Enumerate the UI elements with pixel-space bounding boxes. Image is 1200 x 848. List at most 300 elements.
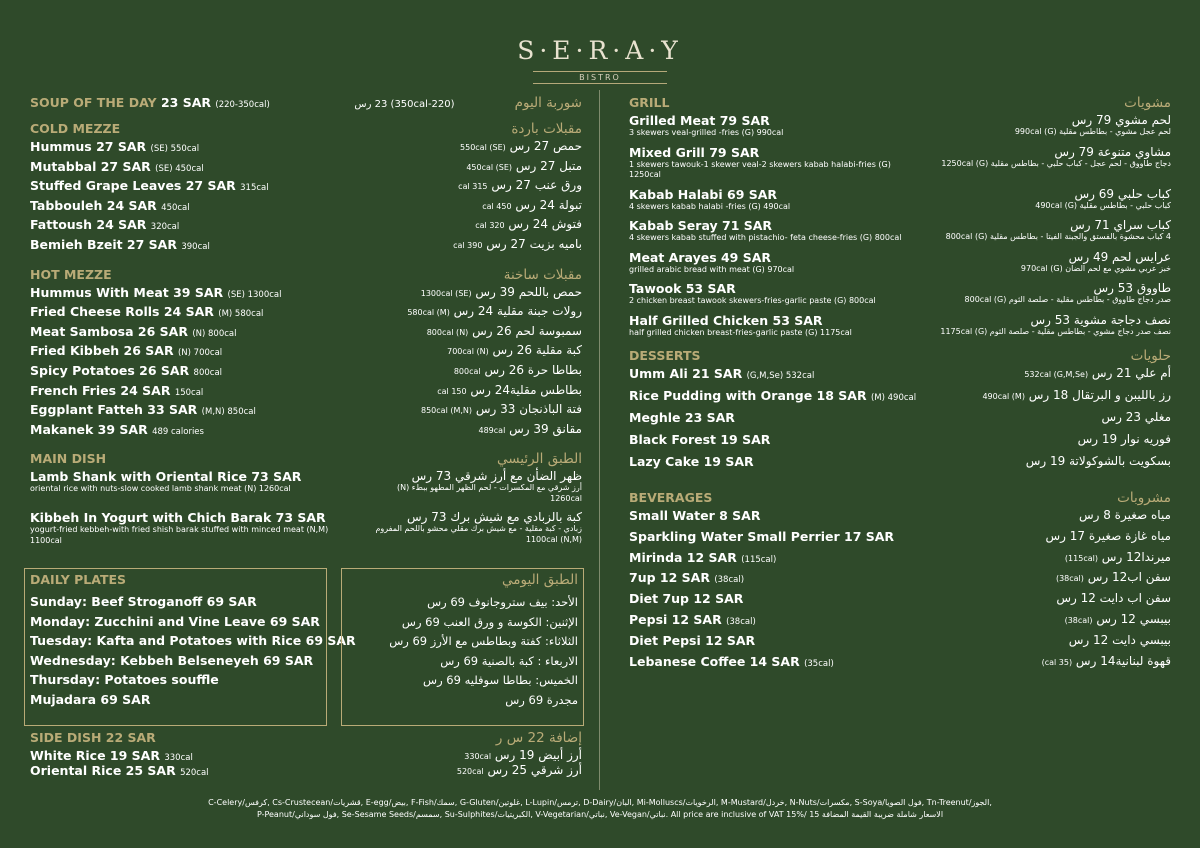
item-calories: (38cal) bbox=[726, 616, 756, 627]
grill-item-desc: 4 skewers kabab halabi -fries (G) 490cal bbox=[629, 201, 791, 211]
grill-item-label-ar: لحم مشوي 79 رس bbox=[1071, 113, 1171, 127]
menu-item-row bbox=[30, 763, 582, 778]
item-name-en bbox=[30, 139, 199, 154]
column-divider bbox=[599, 90, 600, 790]
item-name-en bbox=[629, 432, 770, 447]
daily-plate-line: الإثنين: الكوسة و ورق العنب 69 رس bbox=[401, 614, 578, 629]
soup-section-header bbox=[30, 95, 582, 111]
item-name-en bbox=[30, 285, 281, 300]
grill-item-ar bbox=[926, 113, 1171, 138]
item-name-en bbox=[629, 654, 834, 669]
menu-item-row bbox=[30, 139, 582, 159]
daily-plate-line: Wednesday: Kebbeh Belseneyeh 69 SAR bbox=[30, 652, 314, 668]
item-name-en bbox=[30, 402, 256, 417]
menu-item-row bbox=[629, 570, 1171, 591]
item-name-en bbox=[629, 612, 756, 627]
grill-item bbox=[629, 281, 1171, 307]
soup-title-ar-text: شوربة اليوم bbox=[514, 95, 582, 111]
menu-item-row bbox=[30, 198, 582, 218]
item-name-ar bbox=[475, 217, 582, 231]
grill-header bbox=[629, 95, 1171, 111]
item-label-ar: مغلي 23 رس bbox=[1101, 410, 1171, 424]
grill-title: GRILL bbox=[629, 95, 670, 110]
item-label-ar: سفن اب دايت 12 رس bbox=[1056, 591, 1171, 606]
item-name-en bbox=[30, 178, 269, 193]
main-dish-ar bbox=[372, 510, 582, 545]
menu-item-row bbox=[629, 591, 1171, 612]
desserts-list bbox=[629, 366, 1171, 476]
item-calories-ar: (SE) 1300cal bbox=[420, 288, 472, 298]
soup-title-ar bbox=[354, 95, 582, 111]
menu-item-row bbox=[629, 454, 1171, 476]
main-dish-desc-ar: أرز شرقي مع المكسرات - لحم الظهر المطهو ببطء (N) 1260cal bbox=[396, 483, 582, 503]
item-name-en bbox=[629, 570, 744, 585]
item-label: 7up 12 SAR bbox=[629, 570, 710, 586]
hot-mezze-header bbox=[30, 267, 582, 283]
grill-item-label-ar: نصف دجاجة مشوية 53 رس bbox=[1030, 312, 1171, 327]
main-dish-desc: yogurt-fried kebbeh-with fried shish barak stuffed with minced meat (N,M) 1100cal bbox=[30, 525, 329, 545]
grill-item-ar bbox=[926, 313, 1171, 338]
item-calories: (35cal) bbox=[804, 658, 834, 669]
menu-item-row bbox=[30, 159, 582, 179]
side-dish-title: SIDE DISH 22 SAR bbox=[30, 730, 156, 745]
item-calories: 390cal bbox=[181, 241, 210, 252]
item-label: Diet Pepsi 12 SAR bbox=[629, 632, 756, 648]
menu-item-row bbox=[629, 654, 1171, 675]
item-label-ar: تبولة 24 رس bbox=[515, 197, 582, 212]
main-dish-en bbox=[30, 510, 330, 546]
item-label: Lazy Cake 19 SAR bbox=[629, 454, 754, 469]
cold-mezze-title: COLD MEZZE bbox=[30, 121, 121, 136]
grill-item-label: Grilled Meat 79 SAR bbox=[629, 113, 770, 128]
item-name-en bbox=[30, 159, 204, 174]
item-name-ar bbox=[1065, 550, 1171, 564]
item-name-ar bbox=[437, 383, 582, 397]
item-label-ar: سفن اب12 رس bbox=[1087, 570, 1171, 585]
item-name-ar bbox=[421, 402, 582, 416]
item-label: French Fries 24 SAR bbox=[30, 382, 171, 398]
item-label: Diet 7up 12 SAR bbox=[629, 591, 744, 607]
daily-plate-line: مجدرة 69 رس bbox=[505, 692, 578, 707]
item-name-ar bbox=[1042, 654, 1171, 668]
item-name-en bbox=[30, 324, 236, 339]
side-dish-header bbox=[30, 730, 582, 746]
menu-item-row bbox=[629, 633, 1171, 654]
grill-item-label: Kabab Halabi 69 SAR bbox=[629, 186, 778, 202]
grill-item-label-ar: طاووق 53 رس bbox=[1093, 281, 1171, 295]
item-name-ar bbox=[421, 285, 582, 299]
allergen-footer bbox=[0, 797, 1200, 821]
main-dish-label: Lamb Shank with Oriental Rice 73 SAR bbox=[30, 469, 302, 485]
item-name-en bbox=[30, 198, 190, 213]
item-name-ar bbox=[457, 763, 582, 777]
main-dish-row bbox=[30, 469, 582, 504]
menu-item-row bbox=[629, 529, 1171, 550]
grill-item-ar bbox=[926, 145, 1171, 170]
item-name-en bbox=[629, 508, 760, 523]
cold-mezze-header bbox=[30, 121, 582, 137]
item-name-en bbox=[629, 410, 735, 425]
item-calories: (115cal) bbox=[741, 554, 777, 565]
item-label: Makanek 39 SAR bbox=[30, 421, 148, 437]
item-calories: (N) 700cal bbox=[177, 348, 223, 359]
item-label: Fried Kibbeh 26 SAR bbox=[30, 343, 174, 359]
item-name-en bbox=[30, 343, 222, 358]
grill-item-ar bbox=[926, 281, 1171, 306]
daily-plate-line: Thursday: Potatoes souffle bbox=[30, 672, 219, 687]
main-dish-title-ar: الطبق الرئيسي bbox=[496, 451, 582, 468]
item-label: Small Water 8 SAR bbox=[629, 508, 761, 523]
item-calories-ar: 390 cal bbox=[453, 240, 483, 250]
item-calories-ar: 320 cal bbox=[475, 221, 505, 231]
main-dish-header bbox=[30, 451, 582, 467]
item-label: Spicy Potatoes 26 SAR bbox=[30, 362, 190, 378]
grill-item-en bbox=[629, 218, 914, 244]
menu-item-row bbox=[30, 285, 582, 305]
menu-item-row bbox=[30, 178, 582, 198]
item-calories-ar: 450 cal bbox=[482, 201, 512, 211]
hot-mezze-list bbox=[30, 285, 582, 442]
menu-item-row bbox=[30, 217, 582, 237]
item-name-ar bbox=[466, 159, 582, 173]
beverages-title: BEVERAGES bbox=[629, 490, 713, 505]
grill-item-label-ar: مشاوي متنوعة 79 رس bbox=[1054, 144, 1171, 159]
grill-item-label: Mixed Grill 79 SAR bbox=[629, 144, 760, 160]
item-calories-ar: (M) 490cal bbox=[982, 392, 1025, 401]
item-label: Lebanese Coffee 14 SAR bbox=[629, 653, 800, 669]
grill-item-desc: grilled arabic bread with meat (G) 970cal bbox=[629, 264, 795, 274]
daily-plate-line: الاربعاء : كبة بالصنية 69 رس bbox=[440, 653, 578, 668]
daily-plates-list bbox=[30, 594, 356, 711]
item-label-ar: مياه صغيرة 8 رس bbox=[1078, 508, 1171, 522]
item-label: Fattoush 24 SAR bbox=[30, 217, 147, 233]
item-name-ar bbox=[1056, 591, 1171, 605]
hot-mezze-title-ar: مقبلات ساخنة bbox=[503, 266, 582, 283]
grill-item-desc: 1 skewers tawouk-1 skewer veal-2 skewers kabab halabi-fries (G) 1250cal bbox=[629, 159, 891, 179]
grill-item-desc: 2 chicken breast tawook skewers-fries-garlic paste (G) 800cal bbox=[629, 296, 876, 305]
grill-item bbox=[629, 313, 1171, 339]
item-calories: 315cal bbox=[240, 183, 269, 194]
main-dish-label-ar: ظهر الضأن مع أرز شرقي 73 رس bbox=[411, 469, 582, 484]
main-dish-row bbox=[30, 510, 582, 546]
daily-plate-line: Tuesday: Kafta and Potatoes with Rice 69 SAR bbox=[30, 633, 356, 648]
menu-item-row bbox=[629, 612, 1171, 633]
grill-item-label: Half Grilled Chicken 53 SAR bbox=[629, 312, 823, 328]
item-calories: 150cal bbox=[174, 387, 204, 398]
item-name-ar bbox=[1079, 508, 1171, 522]
grill-item-label-ar: كباب حلبي 69 رس bbox=[1074, 186, 1171, 201]
footer-line-1: C-Celery/كرفس, Cs-Crustecean/قشريات, E-egg/بيض, F-Fish/سمك, G-Gluten/غلوتين, L-Lupin/ترمس, D-Dairy/البان, Mi-Molluscs/الرخويات, M-Mustard/خردل, N-Nuts/مكسرات, S-Soya/فول الصويا, Tn-Treenut/الجوز, bbox=[208, 798, 992, 807]
item-label: Mirinda 12 SAR bbox=[629, 549, 737, 565]
item-calories-ar: (38cal) bbox=[1055, 574, 1084, 584]
grill-item-en bbox=[629, 250, 914, 276]
item-name-ar bbox=[1026, 454, 1171, 468]
item-name-ar bbox=[1069, 633, 1171, 647]
left-column bbox=[30, 95, 582, 552]
main-dish-desc: oriental rice with nuts-slow cooked lamb shank meat (N) 1260cal bbox=[30, 484, 291, 494]
item-label: Hummus With Meat 39 SAR bbox=[30, 284, 224, 300]
main-dish-label: Kibbeh In Yogurt with Chich Barak 73 SAR bbox=[30, 510, 326, 526]
grill-item-label-ar: كباب سراي 71 رس bbox=[1070, 218, 1171, 232]
item-name-en bbox=[30, 363, 222, 378]
grill-item-label-ar: عرايس لحم 49 رس bbox=[1068, 249, 1171, 264]
item-calories-ar: 330cal bbox=[464, 752, 492, 761]
grill-item-ar bbox=[926, 218, 1171, 243]
item-label: Sparkling Water Small Perrier 17 SAR bbox=[629, 528, 895, 544]
item-calories-ar: (35 cal) bbox=[1041, 657, 1073, 667]
main-dish-title: MAIN DISH bbox=[30, 451, 107, 467]
grill-item-label: Tawook 53 SAR bbox=[629, 281, 736, 296]
item-name-en bbox=[629, 366, 814, 381]
item-calories: (G,M,Se) 532cal bbox=[746, 371, 815, 381]
item-calories-ar: (N) 700cal bbox=[447, 347, 489, 357]
grill-item-en bbox=[629, 113, 914, 139]
item-calories-ar: 489cal bbox=[478, 425, 506, 435]
item-label-ar: بطاطا حرة 26 رس bbox=[484, 362, 582, 377]
item-calories: 320cal bbox=[150, 222, 180, 233]
grill-item-label: Meat Arayes 49 SAR bbox=[629, 249, 772, 265]
grill-item-desc-ar: 4 كباب محشوة بالفستق والجبنة الفيتا - بطاطس مقلية (G) 800cal bbox=[945, 232, 1171, 241]
beverages-list bbox=[629, 508, 1171, 674]
item-name-ar bbox=[427, 324, 582, 338]
item-calories: (M,N) 850cal bbox=[201, 407, 256, 418]
item-label: Black Forest 19 SAR bbox=[629, 432, 771, 447]
item-calories-ar: (N) 800cal bbox=[426, 327, 469, 337]
item-label-ar: أرز شرقي 25 رس bbox=[487, 763, 582, 777]
desserts-title-ar: حلويات bbox=[1130, 348, 1171, 364]
item-name-en bbox=[30, 237, 210, 252]
item-label: Pepsi 12 SAR bbox=[629, 611, 722, 627]
item-name-ar bbox=[482, 198, 582, 212]
item-name-ar bbox=[1065, 612, 1171, 626]
item-label: Fried Cheese Rolls 24 SAR bbox=[30, 304, 214, 320]
grill-item-desc: 3 skewers veal-grilled -fries (G) 990cal bbox=[629, 128, 784, 137]
daily-plates-title-ar: الطبق اليومي bbox=[502, 572, 578, 588]
main-dish-en bbox=[30, 469, 330, 495]
grill-item bbox=[629, 145, 1171, 181]
item-name-ar bbox=[454, 363, 582, 377]
item-calories: (M) 490cal bbox=[870, 393, 917, 403]
item-name-en bbox=[629, 550, 776, 565]
grill-item bbox=[629, 113, 1171, 139]
main-dish-list bbox=[30, 469, 582, 546]
item-label-ar: حمص 27 رس bbox=[509, 139, 582, 153]
grill-item-desc-ar: لحم عجل مشوي - بطاطس مقلية (G) 990cal bbox=[1014, 127, 1171, 136]
item-label: Mutabbal 27 SAR bbox=[30, 158, 151, 174]
item-name-en bbox=[629, 591, 743, 606]
item-name-ar bbox=[1101, 410, 1171, 424]
item-calories: (38cal) bbox=[714, 575, 745, 586]
menu-item-row bbox=[30, 324, 582, 344]
item-calories-ar: 800cal bbox=[453, 366, 481, 376]
main-dish-ar bbox=[372, 469, 582, 504]
grill-item-desc-ar: خبز عربي مشوي مع لحم الضان (G) 970cal bbox=[1020, 263, 1171, 273]
brand-name: S·E·R·A·Y bbox=[517, 36, 683, 65]
menu-item-row bbox=[629, 508, 1171, 529]
item-name-en bbox=[30, 304, 263, 319]
item-calories-ar: (G,M,Se) 532cal bbox=[1024, 370, 1089, 379]
beverages-title-ar: مشروبات bbox=[1117, 490, 1171, 506]
item-calories-ar: 315 cal bbox=[458, 182, 488, 192]
item-label-ar: كبة مقلية 26 رس bbox=[492, 343, 582, 358]
item-calories: 450cal bbox=[161, 202, 190, 213]
item-calories: (SE) 450cal bbox=[155, 163, 204, 174]
menu-item-row bbox=[629, 410, 1171, 432]
item-calories: (N) 800cal bbox=[192, 328, 237, 339]
item-label-ar: أم علي 21 رس bbox=[1091, 366, 1171, 380]
item-name-en bbox=[30, 748, 193, 763]
item-name-en bbox=[30, 763, 209, 778]
daily-plate-line: Mujadara 69 SAR bbox=[30, 691, 151, 707]
daily-plates-list-ar bbox=[347, 595, 578, 712]
item-label: Meghle 23 SAR bbox=[629, 410, 735, 425]
item-calories-ar: (SE) 550cal bbox=[460, 143, 506, 152]
item-label-ar: رز بالليبن و البرتقال 18 رس bbox=[1028, 388, 1171, 402]
item-name-ar bbox=[458, 178, 582, 192]
menu-item-row bbox=[30, 422, 582, 442]
soup-title-en bbox=[30, 95, 270, 110]
hot-mezze-title: HOT MEZZE bbox=[30, 266, 112, 282]
item-calories-ar: (115cal) bbox=[1064, 553, 1098, 563]
menu-item-row bbox=[30, 383, 582, 403]
item-label-ar: فتوش 24 رس bbox=[508, 217, 582, 232]
item-name-en bbox=[629, 388, 916, 403]
item-name-en bbox=[629, 633, 755, 648]
item-label: Rice Pudding with Orange 18 SAR bbox=[629, 388, 867, 403]
item-calories: (M) 580cal bbox=[218, 309, 264, 320]
daily-plate-line: الثلاثاء: كفتة وبطاطس مع الأرز 69 رس bbox=[389, 634, 578, 648]
desserts-header bbox=[629, 348, 1171, 364]
item-label: Bemieh Bzeit 27 SAR bbox=[30, 236, 177, 252]
side-dish-list bbox=[30, 748, 582, 778]
item-label-ar: ميرندا12 رس bbox=[1101, 549, 1171, 564]
soup-cal: (220-350cal) bbox=[215, 100, 270, 110]
grill-item-ar bbox=[926, 250, 1171, 275]
item-name-en bbox=[629, 454, 754, 469]
item-calories: 330cal bbox=[164, 753, 193, 763]
item-label-ar: باميه بزيت 27 رس bbox=[486, 236, 582, 251]
item-label: Umm Ali 21 SAR bbox=[629, 366, 743, 381]
item-calories: 489 calories bbox=[152, 426, 204, 437]
grill-item-desc-ar: دجاج طاووق - لحم عجل - كباب حلبي - بطاطس مقلية (G) 1250cal bbox=[941, 158, 1171, 168]
item-label-ar: قهوة لبنانية14 رس bbox=[1075, 653, 1171, 668]
item-label: Tabbouleh 24 SAR bbox=[30, 197, 157, 213]
grill-title-ar: مشويات bbox=[1124, 95, 1171, 111]
grill-item-desc: half grilled chicken breast-fries-garlic paste (G) 1175cal bbox=[629, 327, 852, 337]
item-name-ar bbox=[1045, 529, 1171, 543]
item-name-ar bbox=[464, 748, 582, 762]
cold-mezze-list bbox=[30, 139, 582, 257]
item-calories-ar: (38cal) bbox=[1064, 615, 1093, 625]
item-label-ar: بيبسي دايت 12 رس bbox=[1068, 632, 1171, 647]
item-name-ar bbox=[982, 388, 1171, 402]
item-calories: (SE) 1300cal bbox=[227, 289, 282, 300]
grill-item bbox=[629, 250, 1171, 276]
item-calories-ar: (M,N) 850cal bbox=[421, 406, 473, 416]
grill-list bbox=[629, 113, 1171, 338]
item-label-ar: حمص باللحم 39 رس bbox=[475, 284, 582, 299]
grill-item-en bbox=[629, 281, 914, 307]
menu-item-row bbox=[30, 748, 582, 763]
grill-item-desc-ar: صدر دجاج طاووق - بطاطس مقلية - صلصة الثوم (G) 800cal bbox=[964, 295, 1171, 304]
brand-logo bbox=[0, 36, 1200, 84]
item-name-ar bbox=[453, 237, 582, 251]
item-name-ar bbox=[460, 139, 582, 153]
menu-item-row bbox=[629, 366, 1171, 388]
side-dish-title-ar: إضافة 22 س ر bbox=[495, 730, 582, 746]
right-column bbox=[629, 95, 1171, 674]
item-calories-ar: 520cal bbox=[456, 767, 484, 776]
item-label: Hummus 27 SAR bbox=[30, 139, 147, 154]
grill-item bbox=[629, 218, 1171, 244]
item-calories-ar: (SE) 450cal bbox=[466, 162, 513, 172]
item-label-ar: أرز أبيض 19 رس bbox=[494, 748, 582, 762]
menu-item-row bbox=[30, 237, 582, 257]
daily-plates-box-ar bbox=[341, 568, 584, 726]
grill-item-desc-ar: كباب حلبي - بطاطس مقلية (G) 490cal bbox=[1035, 200, 1171, 210]
item-calories: 800cal bbox=[193, 367, 223, 378]
soup-price-ar: (220-350cal) 23 رس bbox=[354, 99, 455, 110]
item-calories: 520cal bbox=[180, 768, 209, 778]
item-label: Eggplant Fatteh 33 SAR bbox=[30, 402, 198, 418]
item-name-en bbox=[629, 529, 894, 544]
grill-item-ar bbox=[926, 187, 1171, 212]
item-label-ar: ورق عنب 27 رس bbox=[491, 178, 582, 193]
daily-plate-line: Monday: Zucchini and Vine Leave 69 SAR bbox=[30, 613, 320, 629]
grill-item bbox=[629, 187, 1171, 213]
menu-item-row bbox=[30, 402, 582, 422]
item-label-ar: سمبوسة لحم 26 رس bbox=[472, 323, 582, 338]
item-label-ar: بطاطس مقلية24 رس bbox=[470, 382, 582, 397]
item-calories-ar: (M) 580cal bbox=[407, 308, 450, 318]
beverages-header bbox=[629, 490, 1171, 506]
item-name-ar bbox=[447, 343, 582, 357]
item-name-ar bbox=[479, 422, 583, 436]
item-name-en bbox=[30, 383, 203, 398]
item-label-ar: فتة الباذنجان 33 رس bbox=[475, 402, 582, 417]
item-label-ar: بسكويت بالشوكولاتة 19 رس bbox=[1025, 454, 1171, 468]
daily-plates-box bbox=[24, 568, 356, 726]
menu-item-row bbox=[30, 304, 582, 324]
item-label-ar: مياه غازة صغيرة 17 رس bbox=[1045, 528, 1171, 543]
item-label: Meat Sambosa 26 SAR bbox=[30, 323, 188, 339]
grill-item-desc: 4 skewers kabab stuffed with pistachio- feta cheese-fries (G) 800cal bbox=[629, 233, 902, 242]
menu-item-row bbox=[629, 550, 1171, 571]
item-calories-ar: 150 cal bbox=[437, 386, 467, 396]
item-name-ar bbox=[1024, 366, 1171, 380]
item-name-ar bbox=[1078, 432, 1171, 446]
item-name-en bbox=[30, 422, 204, 437]
item-name-ar bbox=[407, 304, 582, 318]
grill-item-en bbox=[629, 187, 914, 213]
item-label-ar: مقانق 39 رس bbox=[509, 421, 582, 436]
cold-mezze-title-ar: مقبلات باردة bbox=[511, 121, 582, 137]
item-label: Oriental Rice 25 SAR bbox=[30, 763, 176, 778]
grill-item-en bbox=[629, 313, 914, 339]
desserts-title: DESSERTS bbox=[629, 348, 701, 363]
item-label: Stuffed Grape Leaves 27 SAR bbox=[30, 178, 236, 194]
soup-title: SOUP OF THE DAY bbox=[30, 95, 157, 110]
daily-plates-title: DAILY PLATES bbox=[30, 572, 127, 587]
grill-item-label: Kabab Seray 71 SAR bbox=[629, 218, 773, 233]
daily-plate-line: Sunday: Beef Stroganoff 69 SAR bbox=[30, 594, 257, 609]
daily-plate-line: الأحد: بيف ستروجانوف 69 رس bbox=[427, 595, 578, 609]
main-dish-desc-ar: زبادي - كبة مقلية - مع شيش برك مقلي محشو باللحم المفروم (N,M) 1100cal bbox=[375, 524, 582, 544]
menu-item-row bbox=[629, 432, 1171, 454]
item-name-ar bbox=[1056, 570, 1171, 584]
item-name-en bbox=[30, 217, 179, 232]
soup-price: 23 SAR bbox=[160, 95, 212, 110]
